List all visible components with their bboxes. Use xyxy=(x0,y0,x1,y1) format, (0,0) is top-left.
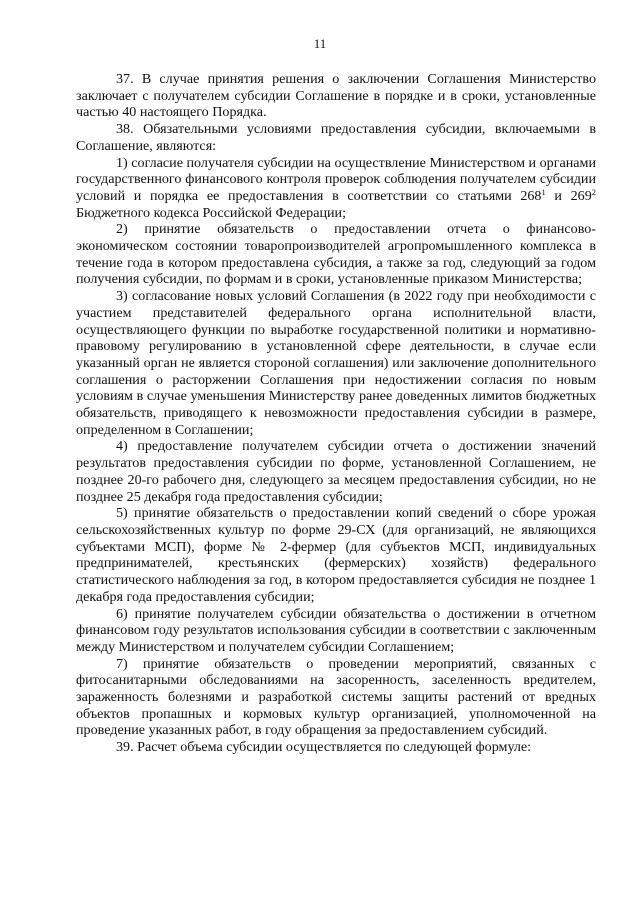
superscript-1: 1 xyxy=(541,186,546,197)
list-item-1-text: 1) согласие получателя субсидии на осуществление Министерством и органами государственного финансового контроля проверок соблюдения получателем субсидии условий и порядка ее предоставления в соответствии со статьями 268 xyxy=(76,154,596,204)
list-item-7: 7) принятие обязательств о проведении мероприятий, связанных с фитосанитарными обследованиями на засоренность, заселенность вредителем, зараженность болезнями и разработкой системы защиты растений от вредных объектов пропашных и кормовых культур организацией, уполномоченной на проведение указанных работ, в году обращения за предоставлением субсидий. xyxy=(76,655,596,739)
superscript-2: 2 xyxy=(591,186,596,197)
list-item-4: 4) предоставление получателем субсидии отчета о достижении значений результатов предоставления субсидии по форме, установленной Соглашением, не позднее 20-го рабочего дня, следующего за месяцем предоставления субсидии, но не позднее 25 декабря года предоставления субсидии; xyxy=(76,438,596,505)
document-body xyxy=(76,71,596,756)
list-item-1 xyxy=(76,155,596,222)
list-item-1-text-end: Бюджетного кодекса Российской Федерации; xyxy=(76,204,346,221)
list-item-6: 6) принятие получателем субсидии обязательства о достижении в отчетном финансовом году результатов использования субсидии в соответствии с заключенным между Министерством и получателем субсидии Соглашением; xyxy=(76,605,596,655)
paragraph-38: 38. Обязательными условиями предоставления субсидии, включаемыми в Соглашение, являются: xyxy=(76,121,596,154)
page-number: 11 xyxy=(313,36,327,51)
list-item-1-text-middle: и 269 xyxy=(545,187,592,204)
list-item-2: 2) принятие обязательств о предоставлении отчета о финансово-экономическом состоянии товаропроизводителей агропромышленного комплекса в течение года в котором предоставлена субсидия, а также за год, следующий за годом получения субсидии, по формам и в сроки, установленные приказом Министерства; xyxy=(76,221,596,288)
paragraph-39: 39. Расчет объема субсидии осуществляется по следующей формуле: xyxy=(116,739,532,756)
list-item-3: 3) согласование новых условий Соглашения (в 2022 году при необходимости с участием представителей федерального органа исполнительной власти, осуществляющего функции по выработке государственной политики и нормативно-правовому регулированию в установленной сфере деятельности, в случае если указанный орган не является стороной соглашения) или заключение дополнительного соглашения о расторжении Соглашения при недостижении согласия по новым условиям в случае уменьшения Министерству ранее доведенных лимитов бюджетных обязательств, приводящего к невозможности предоставления субсидии в размере, определенном в Соглашении; xyxy=(76,288,596,438)
list-item-5: 5) принятие обязательств о предоставлении копий сведений о сборе урожая сельскохозяйственных культур по форме 29-СХ (для организаций, не являющихся субъектами МСП), форме № 2-фермер (для субъектов МСП, индивидуальных предпринимателей, крестьянских (фермерских) хозяйств) федерального статистического наблюдения за год, в котором предоставляется субсидия не позднее 1 декабря года предоставления субсидии; xyxy=(76,505,596,605)
paragraph-37: 37. В случае принятия решения о заключении Соглашения Министерство заключает с получателем субсидии Соглашение в порядке и в сроки, установленные частью 40 настоящего Порядка. xyxy=(76,71,596,121)
